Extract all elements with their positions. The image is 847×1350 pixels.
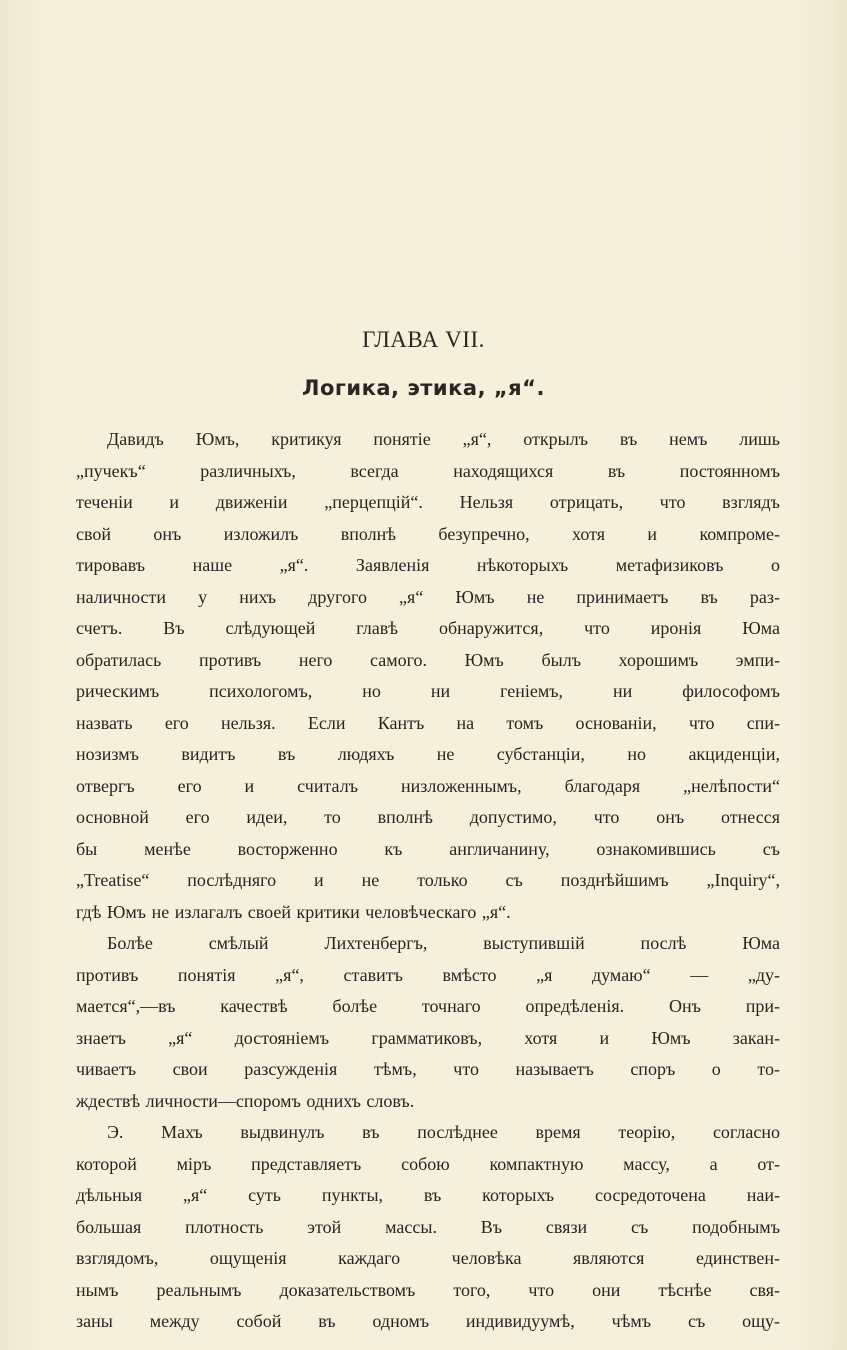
body-text (76, 424, 780, 1338)
text-line: отвергъ его и считалъ низложеннымъ, благодаря „нелѣпости“ (76, 775, 780, 796)
text-line: знаетъ „я“ достояніемъ грамматиковъ, хотя и Юмъ закан- (76, 1027, 780, 1048)
text-line: назвать его нельзя. Если Кантъ на томъ основаніи, что спи- (76, 712, 780, 733)
text-line: нымъ реальнымъ доказательствомъ того, что они тѣснѣе свя- (76, 1279, 780, 1300)
text-line: чиваетъ свои разсужденія тѣмъ, что называетъ споръ о то- (76, 1059, 780, 1079)
text-line: которой міръ представляетъ собою компактную массу, а от- (76, 1153, 780, 1174)
text-line: противъ понятія „я“, ставитъ вмѣсто „я думаю“ — „ду- (76, 964, 780, 985)
text-line: ждествѣ личности—споромъ однихъ словъ. (76, 1090, 415, 1111)
text-line: нозизмъ видитъ въ людяхъ не субстанціи, но акциденціи, (76, 744, 780, 764)
text-line: свой онъ изложилъ вполнѣ безупречно, хотя и компроме- (76, 523, 780, 544)
text-line: „Treatise“ послѣдняго и не только съ позднѣйшимъ „Inquiry“, (76, 870, 780, 890)
text-line: бы менѣе восторженно къ англичанину, ознакомившись съ (76, 838, 780, 859)
text-line: „пучекъ“ различныхъ, всегда находящихся въ постоянномъ (76, 460, 780, 481)
text-line: Болѣе смѣлый Лихтенбергъ, выступившій послѣ Юма (107, 933, 780, 953)
text-line: теченіи и движеніи „перцепцій“. Нельзя отрицать, что взглядъ (76, 492, 780, 512)
text-line: гдѣ Юмъ не излагалъ своей критики человѣческаго „я“. (76, 901, 511, 922)
text-line: наличности у нихъ другого „я“ Юмъ не принимаетъ въ раз- (76, 586, 780, 607)
text-line: заны между собой въ одномъ индивидуумѣ, чѣмъ съ ощу- (76, 1311, 780, 1331)
text-line: тировавъ наше „я“. Заявленія нѣкоторыхъ метафизиковъ о (76, 555, 780, 575)
text-line: основной его идеи, то вполнѣ допустимо, что онъ отнесся (76, 807, 780, 827)
text-line: рическимъ психологомъ, но ни геніемъ, ни философомъ (76, 681, 780, 701)
text-line: взглядомъ, ощущенія каждаго человѣка являются единствен- (76, 1248, 780, 1268)
text-line: счетъ. Въ слѣдующей главѣ обнаружится, что иронія Юма (76, 618, 780, 638)
text-line: Давидъ Юмъ, критикуя понятіе „я“, открылъ въ немъ лишь (107, 429, 780, 449)
chapter-title: Логика, этика, „я“. (302, 376, 545, 400)
text-line: большая плотность этой массы. Въ связи съ подобнымъ (76, 1216, 780, 1237)
text-line: обратилась противъ него самого. Юмъ былъ хорошимъ эмпи- (76, 649, 780, 670)
text-line: мается“,—въ качествѣ болѣе точнаго опредѣленія. Онъ при- (76, 996, 780, 1016)
text-line: Э. Махъ выдвинулъ въ послѣднее время теорію, согласно (107, 1122, 780, 1142)
text-line: дѣльныя „я“ суть пункты, въ которыхъ сосредоточена наи- (76, 1185, 780, 1205)
chapter-heading: ГЛАВА VII. (362, 327, 485, 352)
